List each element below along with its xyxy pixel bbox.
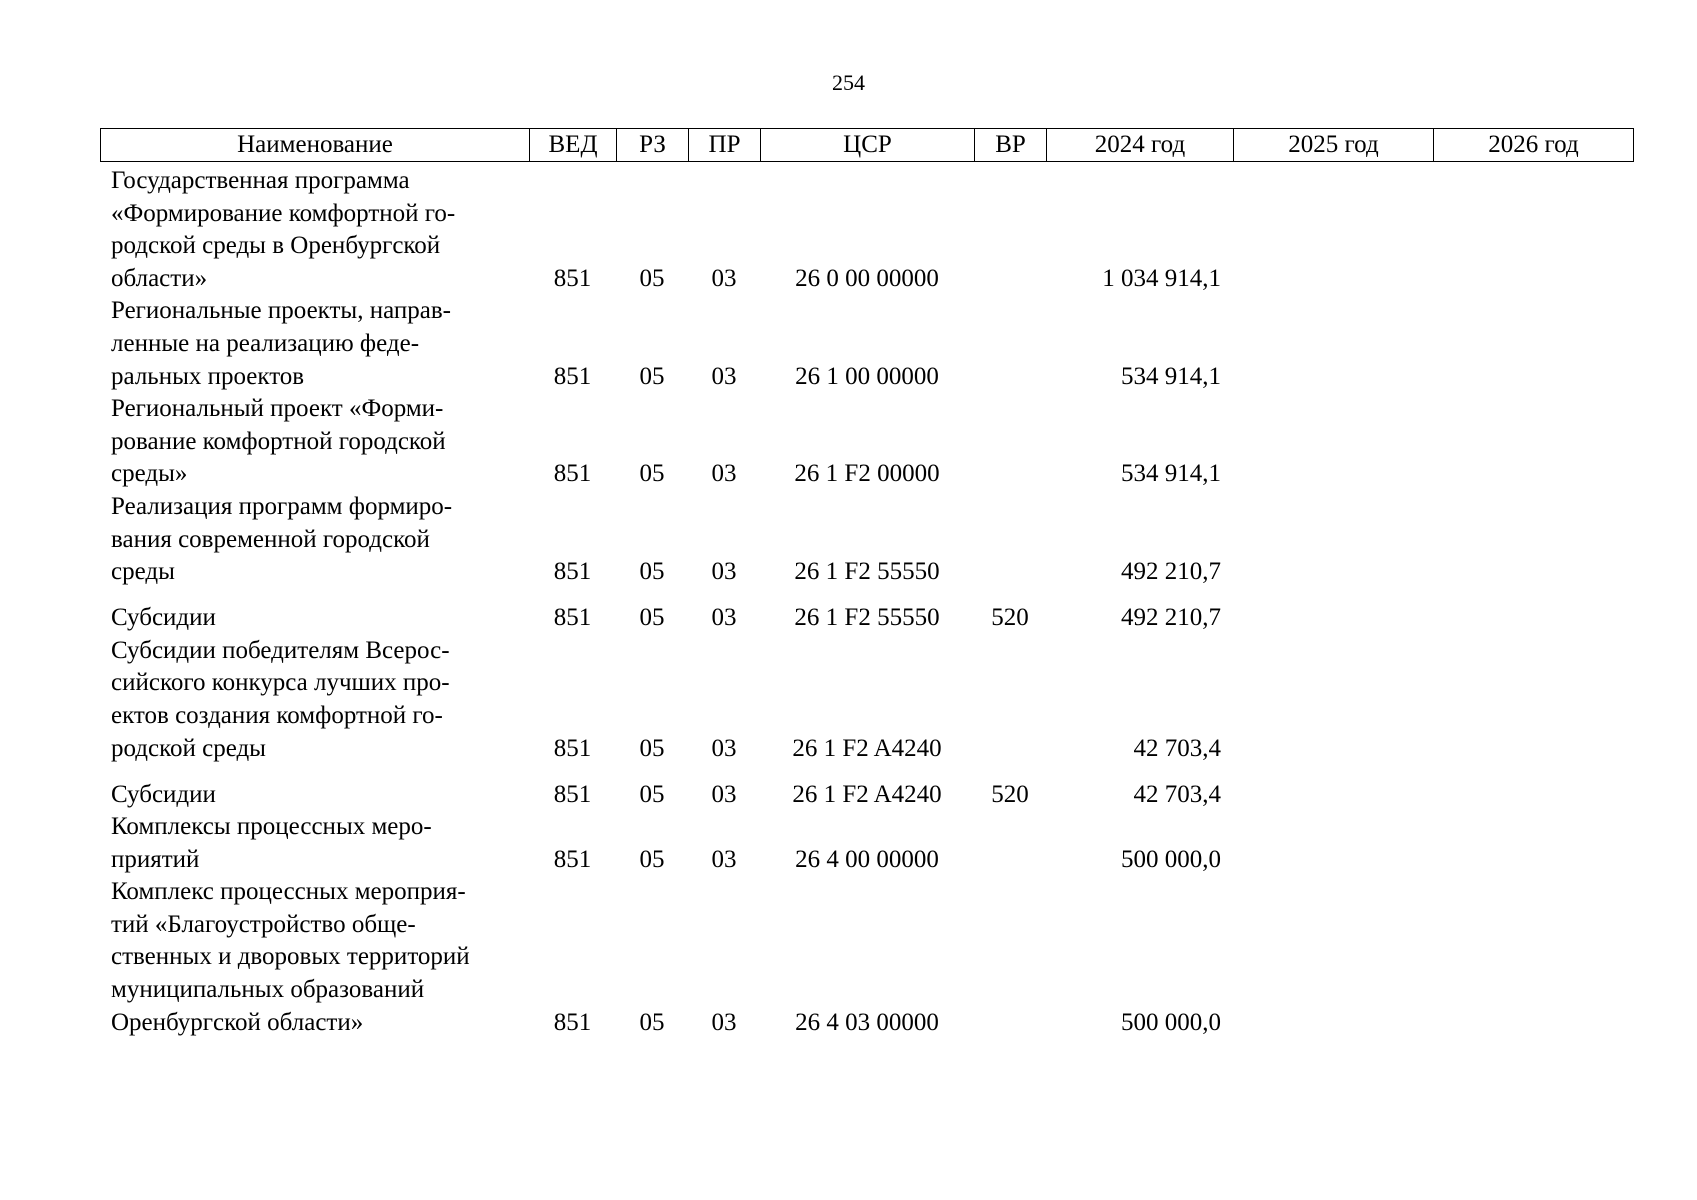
row-rz: 05 <box>639 264 665 292</box>
row-vr <box>974 393 1046 491</box>
row-amount-2024: 42 703,4 <box>1133 734 1221 762</box>
row-vr <box>974 811 1046 876</box>
row-vr <box>974 635 1046 765</box>
row-rz: 05 <box>639 558 665 586</box>
row-amount-2026 <box>1433 491 1633 589</box>
row-csr: 26 4 03 00000 <box>795 1008 939 1036</box>
table-row <box>100 165 1633 295</box>
row-name: Комплекс процессных мероприя- тий «Благоустройство обще- ственных и дворовых территорий муниципальных образований Оренбургской области» <box>111 878 470 1036</box>
row-ved: 851 <box>553 1008 592 1036</box>
row-amount-2025 <box>1233 811 1433 876</box>
row-csr: 26 1 F2 55550 <box>794 604 940 632</box>
row-amount-2026 <box>1433 295 1633 393</box>
table-row <box>100 491 1633 589</box>
col-header-pr: ПР <box>689 129 761 162</box>
row-rz: 05 <box>639 362 665 390</box>
row-csr: 26 1 00 00000 <box>795 362 939 390</box>
budget-table-header <box>100 128 1634 162</box>
row-ved: 851 <box>553 780 592 808</box>
row-ved: 851 <box>553 460 592 488</box>
row-ved: 851 <box>553 362 592 390</box>
row-pr: 03 <box>711 1008 737 1036</box>
budget-table-body <box>100 165 1633 1039</box>
page-number: 254 <box>832 70 865 95</box>
row-amount-2026 <box>1433 393 1633 491</box>
row-vr <box>974 165 1046 295</box>
col-header-csr: ЦСР <box>761 129 975 162</box>
row-amount-2025 <box>1233 393 1433 491</box>
row-name: Субсидии <box>111 604 216 632</box>
row-vr: 520 <box>991 780 1029 808</box>
row-amount-2026 <box>1433 589 1633 635</box>
table-row <box>100 635 1633 765</box>
row-name: Региональный проект «Форми- рование комфортной городской среды» <box>111 395 446 488</box>
row-amount-2025 <box>1233 491 1433 589</box>
row-csr: 26 4 00 00000 <box>795 845 939 873</box>
row-amount-2026 <box>1433 876 1633 1039</box>
row-amount-2024: 500 000,0 <box>1121 1008 1221 1036</box>
row-amount-2024: 534 914,1 <box>1121 362 1221 390</box>
row-name: Комплексы процессных меро- приятий <box>111 813 432 873</box>
col-header-2026: 2026 год <box>1434 129 1634 162</box>
row-csr: 26 1 F2 A4240 <box>792 780 942 808</box>
row-amount-2026 <box>1433 811 1633 876</box>
row-vr <box>974 876 1046 1039</box>
row-ved: 851 <box>553 845 592 873</box>
table-row <box>100 876 1633 1039</box>
table-row <box>100 765 1633 811</box>
row-amount-2026 <box>1433 635 1633 765</box>
row-rz: 05 <box>639 780 665 808</box>
row-pr: 03 <box>711 780 737 808</box>
row-pr: 03 <box>711 558 737 586</box>
col-header-ved: ВЕД <box>530 129 617 162</box>
row-name: Субсидии <box>111 780 216 808</box>
row-rz: 05 <box>639 604 665 632</box>
row-amount-2024: 42 703,4 <box>1133 780 1221 808</box>
row-name: Государственная программа «Формирование комфортной го- родской среды в Оренбургской области» <box>111 167 456 292</box>
table-row <box>100 811 1633 876</box>
row-ved: 851 <box>553 558 592 586</box>
row-vr <box>974 491 1046 589</box>
col-header-rz: РЗ <box>617 129 689 162</box>
row-pr: 03 <box>711 264 737 292</box>
row-amount-2024: 492 210,7 <box>1121 604 1221 632</box>
row-csr: 26 0 00 00000 <box>795 264 939 292</box>
row-pr: 03 <box>711 734 737 762</box>
col-header-2025: 2025 год <box>1234 129 1434 162</box>
row-ved: 851 <box>553 604 592 632</box>
row-ved: 851 <box>553 264 592 292</box>
row-rz: 05 <box>639 460 665 488</box>
row-rz: 05 <box>639 1008 665 1036</box>
row-vr: 520 <box>991 604 1029 632</box>
row-name: Региональные проекты, направ- ленные на реализацию феде- ральных проектов <box>111 297 451 390</box>
row-pr: 03 <box>711 604 737 632</box>
row-amount-2025 <box>1233 295 1433 393</box>
row-amount-2026 <box>1433 765 1633 811</box>
row-amount-2025 <box>1233 635 1433 765</box>
row-csr: 26 1 F2 55550 <box>794 558 940 586</box>
row-amount-2025 <box>1233 876 1433 1039</box>
row-rz: 05 <box>639 845 665 873</box>
row-csr: 26 1 F2 00000 <box>794 460 940 488</box>
row-amount-2024: 500 000,0 <box>1121 845 1221 873</box>
row-amount-2025 <box>1233 589 1433 635</box>
row-rz: 05 <box>639 734 665 762</box>
col-header-2024: 2024 год <box>1047 129 1234 162</box>
row-pr: 03 <box>711 845 737 873</box>
col-header-name: Наименование <box>101 129 530 162</box>
row-amount-2025 <box>1233 165 1433 295</box>
col-header-vr: ВР <box>975 129 1047 162</box>
row-pr: 03 <box>711 362 737 390</box>
row-amount-2025 <box>1233 765 1433 811</box>
row-amount-2024: 1 034 914,1 <box>1102 264 1221 292</box>
row-name: Реализация программ формиро- вания современной городской среды <box>111 492 453 586</box>
table-row <box>100 295 1633 393</box>
row-amount-2024: 492 210,7 <box>1121 558 1221 586</box>
row-pr: 03 <box>711 460 737 488</box>
row-csr: 26 1 F2 A4240 <box>792 734 942 762</box>
row-name: Субсидии победителям Всерос- сийского конкурса лучших про- ектов создания комфортной го- родской среды <box>111 636 450 762</box>
table-row <box>100 589 1633 635</box>
row-ved: 851 <box>553 734 592 762</box>
row-vr <box>974 295 1046 393</box>
row-amount-2024: 534 914,1 <box>1121 460 1221 488</box>
row-amount-2026 <box>1433 165 1633 295</box>
table-row <box>100 393 1633 491</box>
